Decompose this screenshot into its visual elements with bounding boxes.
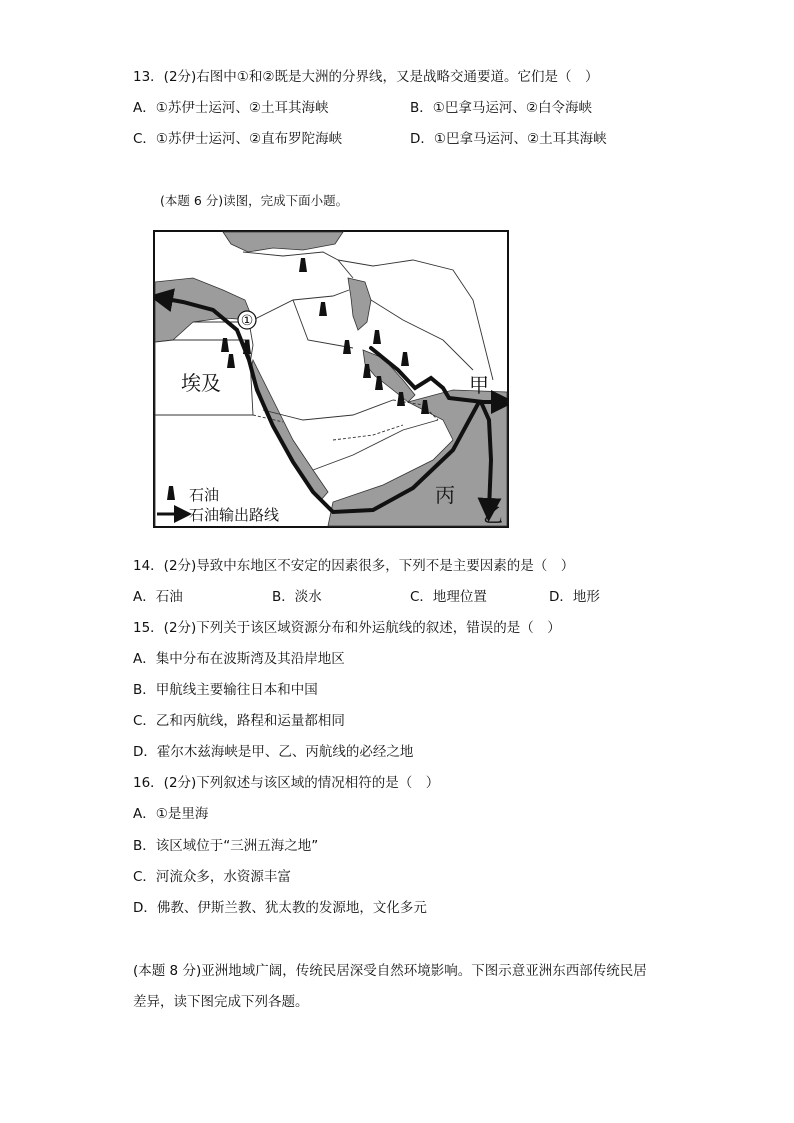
q16-option-b[interactable]: B．该区域位于“三洲五海之地” xyxy=(133,838,319,854)
q16-stem: 16．(2分)下列叙述与该区域的情况相符的是（ ） xyxy=(133,775,440,791)
egypt-label: 埃及 xyxy=(181,371,221,395)
q14-option-a[interactable]: A．石油 xyxy=(133,589,183,605)
q14-option-c[interactable]: C．地理位置 xyxy=(410,589,487,605)
route-bing-label: 丙 xyxy=(435,483,455,507)
group2-intro-line2: 差异，读下图完成下列各题。 xyxy=(133,994,309,1010)
q16-option-d[interactable]: D．佛教、伊斯兰教、犹太教的发源地，文化多元 xyxy=(133,900,427,916)
route-jia-label: 甲 xyxy=(469,373,489,397)
q16-option-c[interactable]: C．河流众多，水资源丰富 xyxy=(133,869,291,885)
q16-option-a[interactable]: A．①是里海 xyxy=(133,806,209,822)
middle-east-map xyxy=(153,230,509,528)
q15-stem: 15．(2分)下列关于该区域资源分布和外运航线的叙述，错误的是（ ） xyxy=(133,620,561,636)
q13-option-a[interactable]: A．①苏伊士运河、②土耳其海峡 xyxy=(133,100,329,116)
q13-stem: 13．(2分)右图中①和②既是大洲的分界线，又是战略交通要道。它们是（ ） xyxy=(133,69,599,85)
legend-oil-label: 石油 xyxy=(189,486,220,504)
q15-option-c[interactable]: C．乙和丙航线，路程和运量都相同 xyxy=(133,713,345,729)
group1-intro: (本题 6 分)读图，完成下面小题。 xyxy=(160,193,349,208)
q13-option-c[interactable]: C．①苏伊士运河、②直布罗陀海峡 xyxy=(133,131,343,147)
q13-option-b[interactable]: B．①巴拿马运河、②白令海峡 xyxy=(410,100,592,116)
q14-option-b[interactable]: B．淡水 xyxy=(272,589,322,605)
group2-intro-line1: (本题 8 分)亚洲地域广阔，传统民居深受自然环境影响。下图示意亚洲东西部传统民居 xyxy=(133,963,647,979)
route-yi-label: 乙 xyxy=(483,503,503,527)
q13-option-d[interactable]: D．①巴拿马运河、②土耳其海峡 xyxy=(410,131,607,147)
q15-option-b[interactable]: B．甲航线主要输往日本和中国 xyxy=(133,682,318,698)
q14-option-d[interactable]: D．地形 xyxy=(549,589,600,605)
q15-option-a[interactable]: A．集中分布在波斯湾及其沿岸地区 xyxy=(133,651,345,667)
q15-option-d[interactable]: D．霍尔木兹海峡是甲、乙、丙航线的必经之地 xyxy=(133,744,414,760)
legend-route-label: 石油输出路线 xyxy=(189,506,280,524)
marker-1-label: ① xyxy=(240,313,254,329)
q14-stem: 14．(2分)导致中东地区不安定的因素很多，下列不是主要因素的是（ ） xyxy=(133,558,575,574)
